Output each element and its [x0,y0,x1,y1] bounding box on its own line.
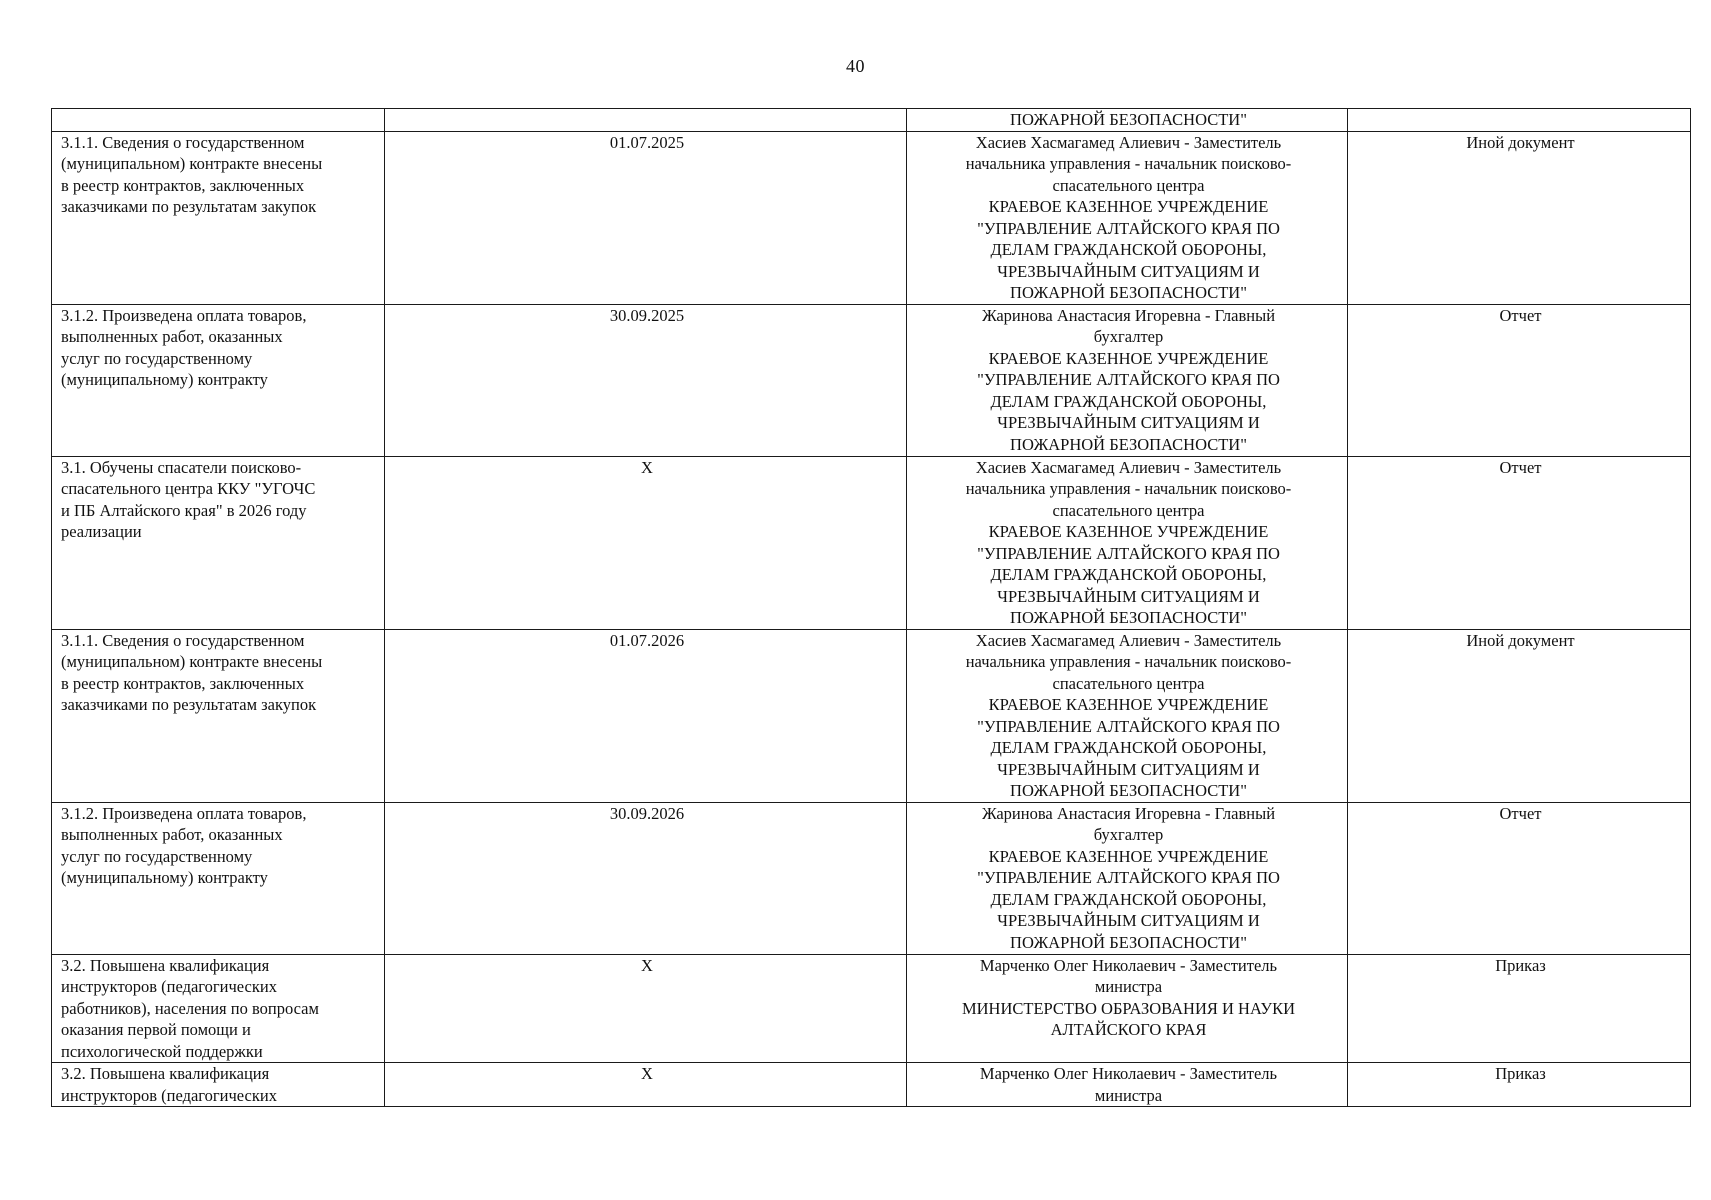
responsible-cell: Хасиев Хасмагамед Алиевич - Заместитель начальника управления - начальник поисково- спасательного центра КРАЕВОЕ КАЗЕННОЕ УЧРЕЖДЕНИЕ "УПРАВЛЕНИЕ АЛТАЙСКОГО КРАЯ ПО ДЕЛАМ ГРАЖДАНСКОЙ ОБОРОНЫ, ЧРЕЗВЫЧАЙНЫМ СИТУАЦИЯМ И ПОЖАРНОЙ БЕЗОПАСНОСТИ" [907,131,1348,304]
doc-type-cell: Отчет [1348,304,1691,456]
page-number: 40 [846,56,865,76]
doc-type-cell: Отчет [1348,802,1691,954]
table-row [52,304,1691,456]
table-row [52,629,1691,802]
doc-type-cell: Приказ [1348,954,1691,1063]
table-row [52,802,1691,954]
date-cell: 30.09.2025 [385,304,907,456]
event-cell: 3.1.2. Произведена оплата товаров, выполненных работ, оказанных услуг по государственному (муниципальному) контракту [52,304,385,456]
date-cell: 01.07.2025 [385,131,907,304]
date-cell: X [385,456,907,629]
event-cell: 3.1. Обучены спасатели поисково- спасательного центра ККУ "УГОЧС и ПБ Алтайского края" в 2026 году реализации [52,456,385,629]
doc-type-cell: Приказ [1348,1063,1691,1107]
event-cell: 3.2. Повышена квалификация инструкторов (педагогических [52,1063,385,1107]
doc-type-cell: Иной документ [1348,629,1691,802]
event-cell: 3.2. Повышена квалификация инструкторов (педагогических работников), населения по вопросам оказания первой помощи и психологической поддержки [52,954,385,1063]
event-cell: 3.1.1. Сведения о государственном (муниципальном) контракте внесены в реестр контрактов, заключенных заказчиками по результатам закупок [52,629,385,802]
responsible-cell: Жаринова Анастасия Игоревна - Главный бухгалтер КРАЕВОЕ КАЗЕННОЕ УЧРЕЖДЕНИЕ "УПРАВЛЕНИЕ АЛТАЙСКОГО КРАЯ ПО ДЕЛАМ ГРАЖДАНСКОЙ ОБОРОНЫ, ЧРЕЗВЫЧАЙНЫМ СИТУАЦИЯМ И ПОЖАРНОЙ БЕЗОПАСНОСТИ" [907,802,1348,954]
date-cell: X [385,954,907,1063]
date-cell: 30.09.2026 [385,802,907,954]
event-cell: 3.1.1. Сведения о государственном (муниципальном) контракте внесены в реестр контрактов, заключенных заказчиками по результатам закупок [52,131,385,304]
responsible-cell: ПОЖАРНОЙ БЕЗОПАСНОСТИ" [907,109,1348,132]
date-cell [385,109,907,132]
table-row [52,1063,1691,1107]
table-row [52,954,1691,1063]
table-row [52,131,1691,304]
control-points-table [51,108,1691,1107]
date-cell: 01.07.2026 [385,629,907,802]
doc-type-cell: Иной документ [1348,131,1691,304]
responsible-cell: Хасиев Хасмагамед Алиевич - Заместитель начальника управления - начальник поисково- спасательного центра КРАЕВОЕ КАЗЕННОЕ УЧРЕЖДЕНИЕ "УПРАВЛЕНИЕ АЛТАЙСКОГО КРАЯ ПО ДЕЛАМ ГРАЖДАНСКОЙ ОБОРОНЫ, ЧРЕЗВЫЧАЙНЫМ СИТУАЦИЯМ И ПОЖАРНОЙ БЕЗОПАСНОСТИ" [907,456,1348,629]
responsible-cell: Жаринова Анастасия Игоревна - Главный бухгалтер КРАЕВОЕ КАЗЕННОЕ УЧРЕЖДЕНИЕ "УПРАВЛЕНИЕ АЛТАЙСКОГО КРАЯ ПО ДЕЛАМ ГРАЖДАНСКОЙ ОБОРОНЫ, ЧРЕЗВЫЧАЙНЫМ СИТУАЦИЯМ И ПОЖАРНОЙ БЕЗОПАСНОСТИ" [907,304,1348,456]
date-cell: X [385,1063,907,1107]
responsible-cell: Марченко Олег Николаевич - Заместитель министра [907,1063,1348,1107]
event-cell [52,109,385,132]
responsible-cell: Марченко Олег Николаевич - Заместитель министра МИНИСТЕРСТВО ОБРАЗОВАНИЯ И НАУКИ АЛТАЙСКОГО КРАЯ [907,954,1348,1063]
table-row [52,456,1691,629]
event-cell: 3.1.2. Произведена оплата товаров, выполненных работ, оказанных услуг по государственному (муниципальному) контракту [52,802,385,954]
doc-type-cell: Отчет [1348,456,1691,629]
table-row-carry-over [52,109,1691,132]
doc-type-cell [1348,109,1691,132]
responsible-cell: Хасиев Хасмагамед Алиевич - Заместитель начальника управления - начальник поисково- спасательного центра КРАЕВОЕ КАЗЕННОЕ УЧРЕЖДЕНИЕ "УПРАВЛЕНИЕ АЛТАЙСКОГО КРАЯ ПО ДЕЛАМ ГРАЖДАНСКОЙ ОБОРОНЫ, ЧРЕЗВЫЧАЙНЫМ СИТУАЦИЯМ И ПОЖАРНОЙ БЕЗОПАСНОСТИ" [907,629,1348,802]
